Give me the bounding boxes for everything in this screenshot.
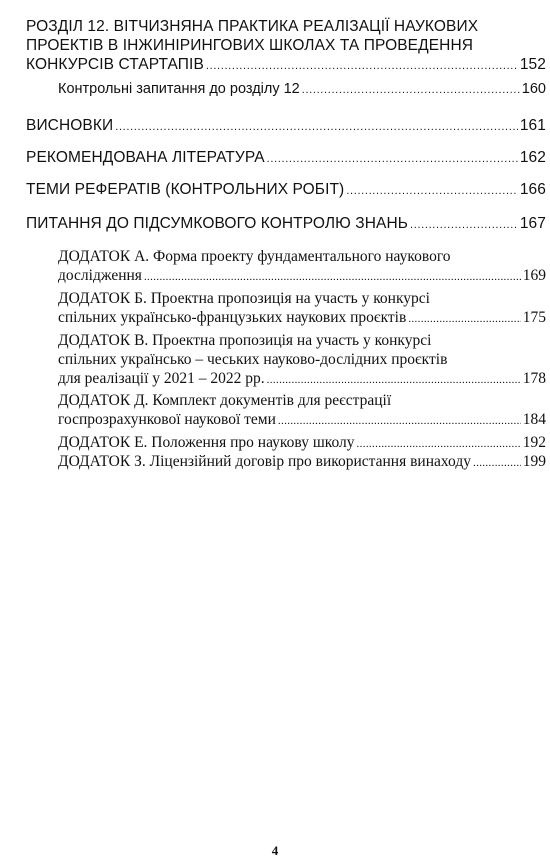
toc-page-number: 167 [519,215,546,232]
toc-entry-title-line: спільних українсько – чеських науково-дослідних проєктів [58,351,448,368]
toc-entry-title: для реалізації у 2021 – 2022 рр. [58,370,265,387]
toc-entry-title-line: ДОДАТОК Д. Комплект документів для реєстрації [58,392,392,409]
toc-page-number: 166 [519,181,546,198]
toc-entry-row [26,214,546,235]
toc-entry-row [26,55,546,76]
toc-entry-chapter-12-questions [58,80,546,100]
toc-entry-row [58,452,546,473]
toc-entry-appendix-d [58,391,546,431]
toc-entry-title: дослідження [58,267,142,284]
toc-entry-title: ТЕМИ РЕФЕРАТІВ (КОНТРОЛЬНИХ РОБІТ) [26,181,345,198]
toc-entry-row [58,308,546,329]
toc-entry-title: ПИТАННЯ ДО ПІДСУМКОВОГО КОНТРОЛЮ ЗНАНЬ [26,215,409,232]
dot-leader [302,80,520,100]
toc-entry-title-line: РОЗДІЛ 12. ВІТЧИЗНЯНА ПРАКТИКА РЕАЛІЗАЦІЇ НАУКОВИХ [26,18,479,35]
toc-entry-final-control [26,214,546,235]
toc-entry-title-line: ДОДАТОК В. Проектна пропозиція на участь у конкурсі [58,332,432,349]
toc-entry-title: ДОДАТОК Е. Положення про наукову школу [58,434,355,451]
toc-page-number: 175 [522,309,546,326]
toc-entry-title: спільних українсько-французьких наукових проєктів [58,309,407,326]
toc-entry-row [58,369,546,390]
toc-entry-literature [26,148,546,169]
toc-entry-row [58,433,546,454]
toc-entry-row [26,116,546,137]
toc-entry-appendix-z [58,452,546,473]
toc-entry-title: КОНКУРСІВ СТАРТАПІВ [26,56,204,73]
toc-entry-title-line: ПРОЕКТІВ В ІНЖИНІРИНГОВИХ ШКОЛАХ ТА ПРОВЕДЕННЯ [26,37,474,54]
toc-entry-title: ВИСНОВКИ [26,117,114,134]
dot-leader [267,369,521,390]
toc-page-number: 169 [522,267,546,284]
toc-page-number: 152 [519,56,546,73]
toc-entry-title: госпрозрахункової наукової теми [58,411,276,428]
dot-leader [267,148,518,169]
toc-page-number: 184 [522,411,546,428]
dot-leader [408,308,520,329]
toc-entry-title: ДОДАТОК З. Ліцензійний договір про використання винаходу [58,453,471,470]
toc-entry-row [58,410,546,431]
toc-page-number: 178 [522,370,546,387]
dot-leader [346,180,518,201]
toc-entry-row [58,266,546,287]
toc-entry-chapter-12 [26,17,546,76]
toc-entry-row [26,180,546,201]
toc-entry-row [58,80,546,100]
toc-entry-title-line: ДОДАТОК Б. Проектна пропозиція на участь у конкурсі [58,290,430,307]
toc-entry-appendix-e [58,433,546,454]
dot-leader [473,452,521,473]
dot-leader [410,214,518,235]
toc-entry-row [26,148,546,169]
toc-entry-appendix-b [58,289,546,329]
toc-entry-conclusions [26,116,546,137]
toc-entry-appendix-v [58,331,546,390]
dot-leader [357,433,521,454]
toc-page-number: 162 [519,149,546,166]
toc-entry-title-line: ДОДАТОК А. Форма проекту фундаментального наукового [58,248,451,265]
toc-entry-appendix-a [58,247,546,287]
page-number: 4 [271,843,279,858]
toc-page-number: 192 [522,434,546,451]
toc-page-number: 199 [522,453,546,470]
toc-page-number: 160 [521,81,546,97]
dot-leader [144,266,521,287]
dot-leader [278,410,521,431]
toc-entry-title: РЕКОМЕНДОВАНА ЛІТЕРАТУРА [26,149,265,166]
toc-entry-title: Контрольні запитання до розділу 12 [58,81,300,97]
dot-leader [115,116,518,137]
toc-page-number: 161 [519,117,546,134]
toc-entry-topics [26,180,546,201]
dot-leader [206,55,518,76]
